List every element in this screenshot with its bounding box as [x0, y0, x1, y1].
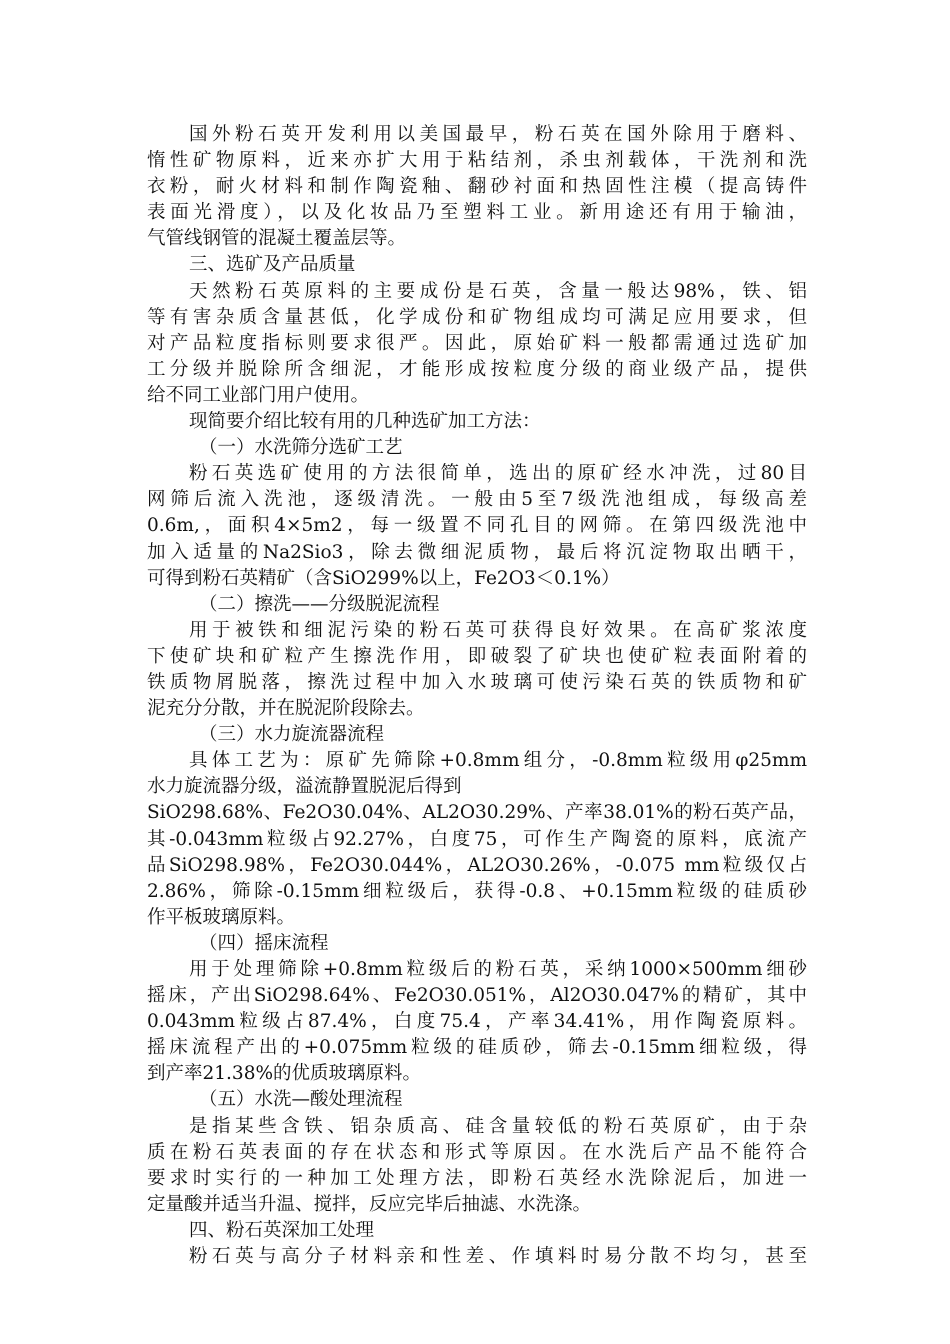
text-line: 衣粉，耐火材料和制作陶瓷釉、翻砂衬面和热固性注模（提高铸件: [147, 176, 807, 198]
text-line: 对产品粒度指标则要求很严。因此，原始矿料一般都需通过选矿加: [147, 332, 807, 354]
text-line: 泥充分分散，并在脱泥阶段除去。: [147, 698, 425, 720]
text-line: 水力旋流器分级，溢流静置脱泥后得到: [147, 776, 462, 798]
text-line: 其-0.043mm粒级占92.27%，白度75，可作生产陶瓷的原料，底流产: [147, 828, 807, 850]
text-line: 2.86%，筛除-0.15mm细粒级后，获得-0.8、+0.15mm粒级的硅质砂: [147, 880, 807, 902]
text-line: 惰性矿物原料，近来亦扩大用于粘结剂，杀虫剂载体，干洗剂和洗: [147, 150, 807, 172]
text-line: 质在粉石英表面的存在状态和形式等原因。在水洗后产品不能符合: [147, 1141, 807, 1163]
text-line: 摇床，产出SiO298.64%、Fe2O30.051%，Al2O30.047%的精矿，其中: [147, 985, 807, 1007]
text-line: 气管线钢管的混凝土覆盖层等。: [147, 228, 407, 250]
text-line: 到产率21.38%的优质玻璃原料。: [147, 1063, 422, 1085]
text-line: 要求时实行的一种加工处理方法，即粉石英经水洗除泥后，加进一: [147, 1167, 807, 1189]
text-line: 四、粉石英深加工处理: [189, 1219, 375, 1241]
text-line: 下使矿块和矿粒产生擦洗作用，即破裂了矿块也使矿粒表面附着的: [147, 645, 807, 667]
text-line: （一）水洗筛分选矿工艺: [199, 437, 403, 459]
text-line: 用于被铁和细泥污染的粉石英可获得良好效果。在高矿浆浓度: [189, 619, 807, 641]
text-line: 天然粉石英原料的主要成份是石英，含量一般达98%，铁、铝: [189, 280, 807, 302]
text-line: 国外粉石英开发利用以美国最早，粉石英在国外除用于磨料、: [189, 124, 807, 145]
text-line: 作平板玻璃原料。: [147, 906, 296, 928]
text-line: 是指某些含铁、铝杂质高、硅含量较低的粉石英原矿，由于杂: [189, 1115, 807, 1137]
text-line: （二）擦洗——分级脱泥流程: [199, 593, 440, 615]
text-line: 三、选矿及产品质量: [189, 254, 356, 276]
document-body: [147, 122, 807, 1270]
text-line: 铁质物屑脱落，擦洗过程中加入水玻璃可使污染石英的铁质物和矿: [147, 671, 807, 693]
text-line: 加入适量的Na2Sio3，除去微细泥质物，最后将沉淀物取出晒干，: [147, 541, 807, 563]
text-line: 粉石英选矿使用的方法很简单，选出的原矿经水冲洗，过80目: [189, 463, 807, 485]
text-line: 表面光滑度），以及化妆品乃至塑料工业。新用途还有用于输油，: [147, 202, 807, 224]
text-line: 粉石英与高分子材料亲和性差、作填料时易分散不均匀，甚至: [189, 1246, 807, 1268]
text-line: 可得到粉石英精矿（含SiO299%以上，Fe2O3＜0.1%）: [147, 567, 620, 589]
text-line: 网筛后流入洗池，逐级清洗。一般由5至7级洗池组成，每级高差: [147, 489, 807, 511]
text-line: 等有害杂质含量甚低，化学成份和矿物组成均可满足应用要求，但: [147, 306, 807, 328]
text-line: 0.6m,，面积4×5m2，每一级置不同孔目的网筛。在第四级洗池中: [147, 515, 807, 537]
text-line: （三）水力旋流器流程: [199, 724, 385, 746]
text-line: SiO298.68%、Fe2O30.04%、AL2O30.29%、产率38.01%的粉石英产品，: [147, 802, 807, 824]
text-line: 0.043mm粒级占87.4%，白度75.4，产率34.41%，用作陶瓷原料。: [147, 1011, 807, 1033]
text-line: 给不同工业部门用户使用。: [147, 384, 370, 406]
text-line: （五）水洗—酸处理流程: [199, 1089, 403, 1111]
text-line: 工分级并脱除所含细泥，才能形成按粒度分级的商业级产品，提供: [147, 358, 807, 380]
text-line: 摇床流程产出的+0.075mm粒级的硅质砂，筛去-0.15mm细粒级，得: [147, 1037, 807, 1059]
text-line: 用于处理筛除+0.8mm粒级后的粉石英，采纳1000×500mm细砂: [189, 959, 807, 980]
text-line: （四）摇床流程: [199, 932, 329, 954]
text-line: 品SiO298.98%，Fe2O30.044%，AL2O30.26%，-0.075 mm粒级仅占: [147, 854, 807, 876]
text-line: 定量酸并适当升温、搅拌，反应完毕后抽滤、水洗涤。: [147, 1193, 592, 1215]
text-line: 现简要介绍比较有用的几种选矿加工方法：: [189, 411, 541, 433]
text-line: 具体工艺为：原矿先筛除+0.8mm组分，-0.8mm粒级用φ25mm: [189, 750, 807, 772]
